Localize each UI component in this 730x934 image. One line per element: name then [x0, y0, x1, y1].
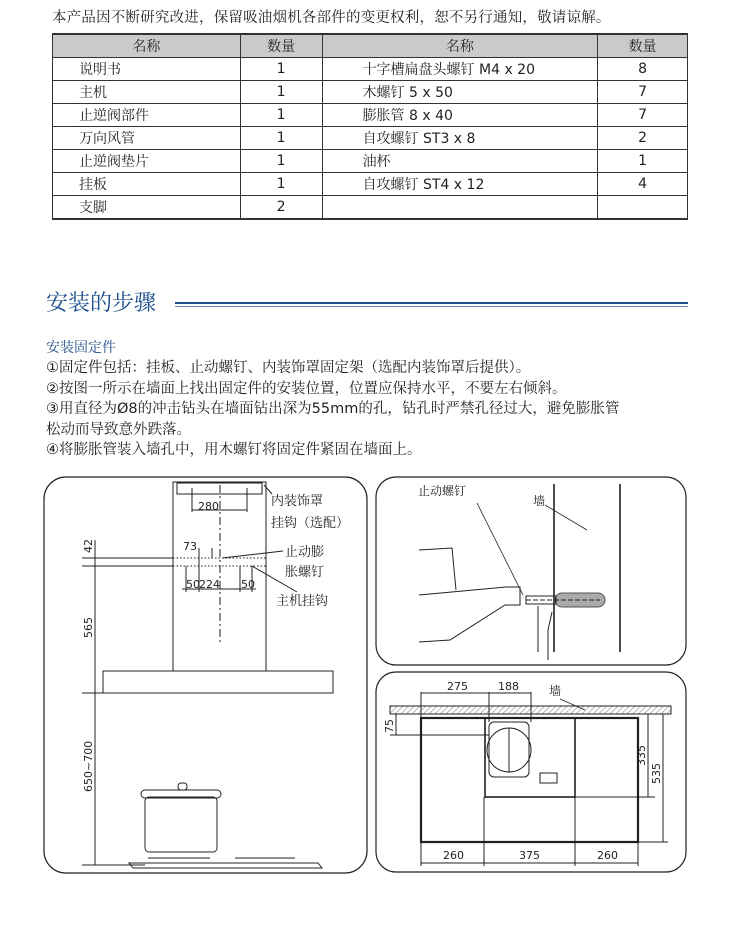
label-wall: 墙	[549, 684, 562, 698]
pot	[145, 797, 217, 852]
part-qty: 2	[240, 196, 322, 220]
label-main-hook: 主机挂钩	[276, 594, 329, 609]
part-qty: 7	[598, 104, 688, 127]
col-header-qty: 数量	[240, 34, 322, 58]
part-name: 自攻螺钉 ST3 x 8	[322, 127, 598, 150]
part-qty: 1	[240, 173, 322, 196]
dim-535: 535	[650, 763, 663, 784]
front-diagram-frame	[44, 477, 367, 873]
part-qty: 1	[240, 150, 322, 173]
step-text: ①固定件包括：挂板、止动螺钉、内装饰罩固定架（选配内装饰罩后提供）。	[46, 360, 531, 376]
dim-375: 375	[519, 849, 540, 862]
part-name: 止逆阀垫片	[53, 150, 241, 173]
step-text: ②按图一所示在墙面上找出固定件的安装位置，位置应保持水平，不要左右倾斜。	[46, 380, 567, 397]
front-view	[82, 482, 333, 868]
part-name: 十字槽扁盘头螺钉 M4 x 20	[322, 58, 598, 81]
part-qty: 1	[240, 81, 322, 104]
part-qty: 1	[240, 127, 322, 150]
part-name: 自攻螺钉 ST4 x 12	[322, 173, 598, 196]
part-name: 万向风管	[53, 127, 241, 150]
part-name: 膨胀管 8 x 40	[322, 104, 598, 127]
dim-280: 280	[198, 500, 219, 513]
label-decor-hook: 挂钩（选配）	[271, 516, 350, 531]
dim-335: 335	[635, 745, 648, 766]
part-qty: 2	[598, 127, 688, 150]
dim-50: 50	[186, 578, 200, 591]
part-qty: 1	[240, 58, 322, 81]
dim-565: 565	[82, 617, 95, 638]
dim-75: 75	[383, 719, 396, 733]
section-title: 安装的步骤	[46, 291, 157, 316]
dim-50: 50	[241, 578, 255, 591]
dim-260: 260	[443, 849, 464, 862]
side-view	[419, 484, 620, 660]
dim-275: 275	[447, 680, 468, 693]
dim-224: 224	[199, 578, 220, 591]
label-decor-hook: 内装饰罩	[271, 494, 324, 509]
part-qty: 4	[598, 173, 688, 196]
part-name: 止逆阀部件	[53, 104, 241, 127]
step-text: ③用直径为Ø8的冲击钻头在墙面钻出深为55mm的孔，钻孔时严禁孔径过大，避免膨胀管	[46, 401, 620, 417]
part-name: 木螺钉 5 x 50	[322, 81, 598, 104]
label-wall: 墙	[533, 494, 546, 508]
dim-650-700: 650~700	[82, 740, 95, 792]
part-name: 说明书	[53, 58, 241, 81]
label-expansion-screw: 止动膨	[285, 545, 325, 560]
dim-260: 260	[597, 849, 618, 862]
col-header-name: 名称	[322, 34, 598, 58]
part-qty: 1	[240, 104, 322, 127]
label-stop-screw: 止动螺钉	[418, 484, 467, 498]
side-diagram-frame	[376, 477, 686, 665]
cooktop	[129, 863, 322, 868]
col-header-qty: 数量	[598, 34, 688, 58]
part-qty: 7	[598, 81, 688, 104]
step-text: 松动而导致意外跌落。	[46, 421, 191, 438]
step-text: ④将膨胀管装入墙孔中，用木螺钉将固定件紧固在墙面上。	[46, 442, 422, 458]
part-name: 挂板	[53, 173, 241, 196]
part-name: 支脚	[53, 196, 241, 220]
top-view	[390, 692, 671, 866]
dim-188: 188	[498, 680, 519, 693]
dim-73: 73	[183, 540, 197, 553]
col-header-name: 名称	[53, 34, 241, 58]
subsection-title: 安装固定件	[46, 340, 116, 356]
part-name: 油杯	[322, 150, 598, 173]
notice-text: 本产品因不断研究改进，保留吸油烟机各部件的变更权利，恕不另行通知，敬请谅解。	[52, 10, 611, 26]
part-qty: 1	[598, 150, 688, 173]
hood-body	[103, 671, 333, 693]
part-qty: 8	[598, 58, 688, 81]
label-expansion-screw: 胀螺钉	[285, 565, 325, 580]
dim-42: 42	[82, 539, 95, 553]
part-name: 主机	[53, 81, 241, 104]
